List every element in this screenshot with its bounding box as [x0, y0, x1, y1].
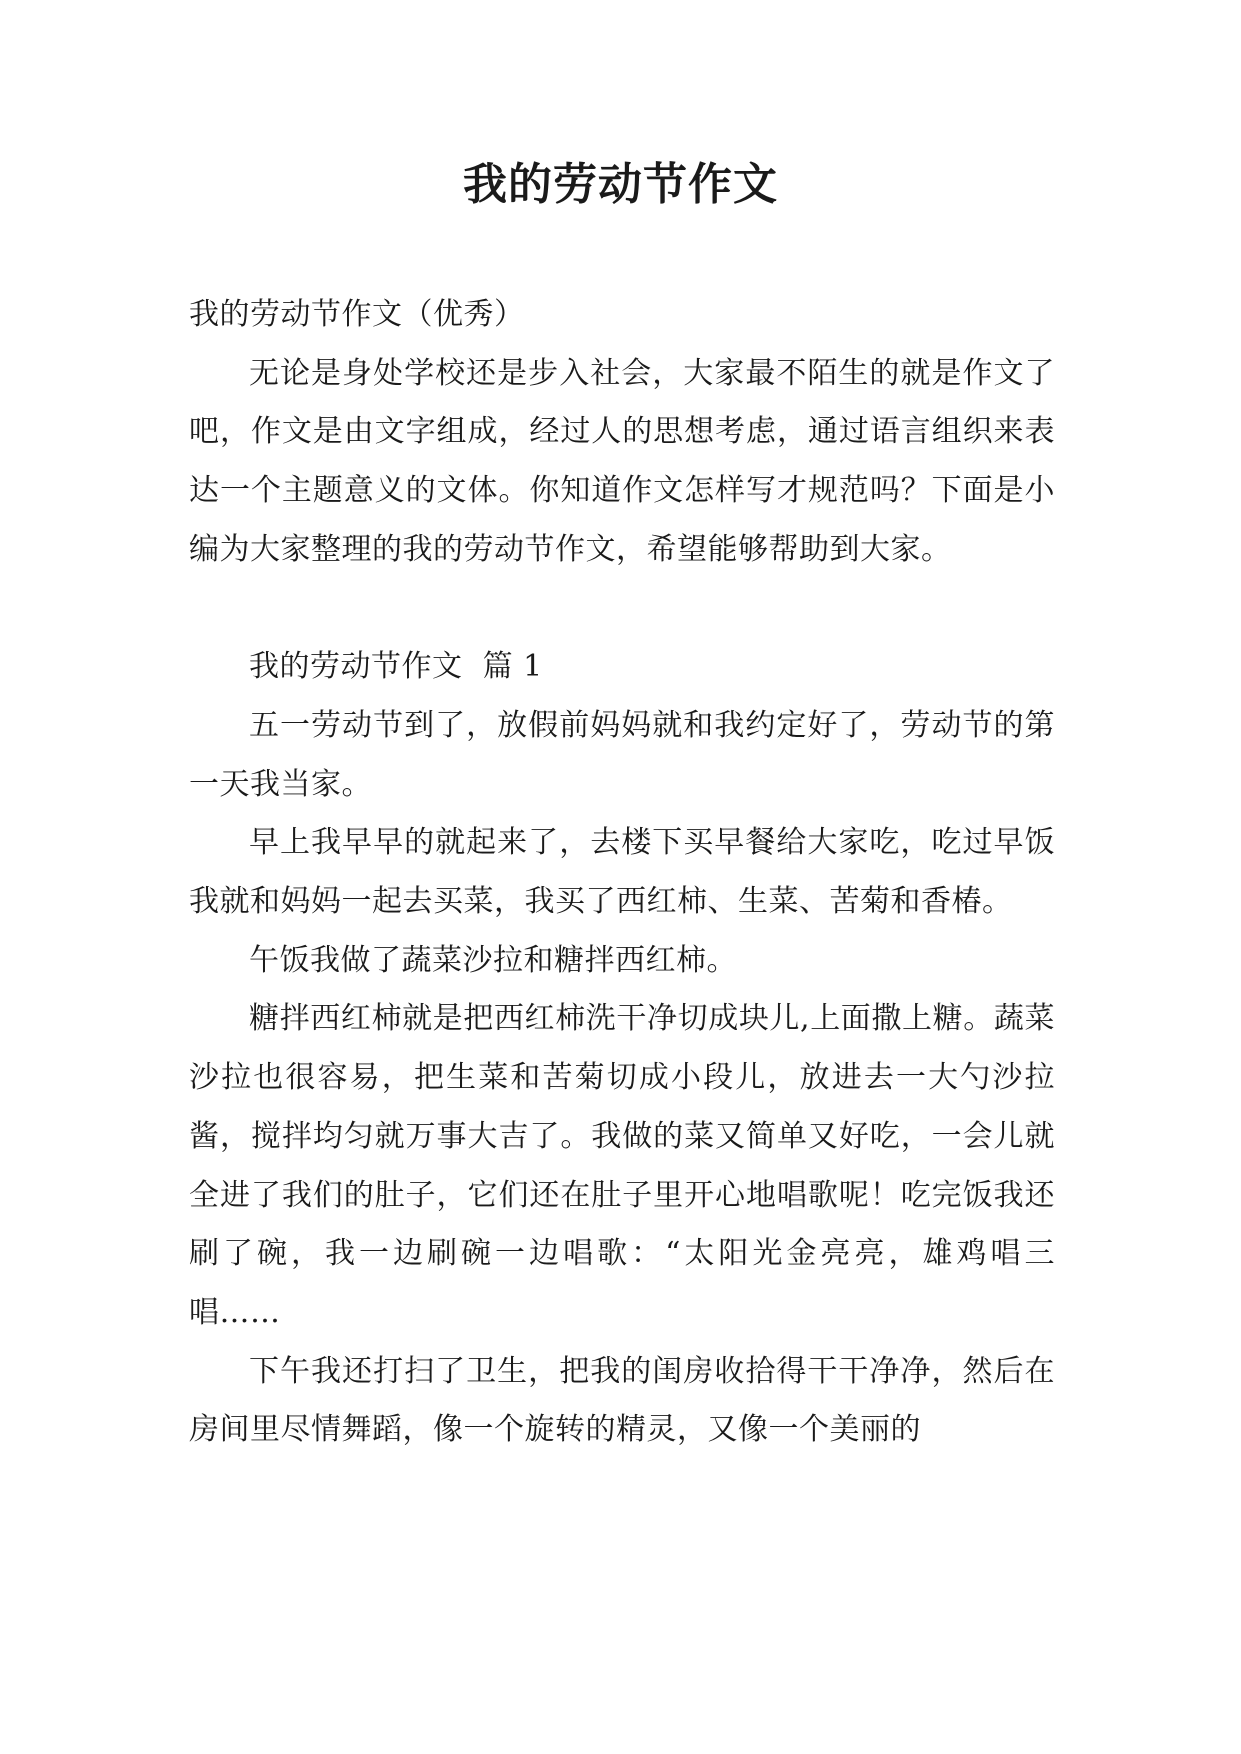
- body-paragraph-1: 五一劳动节到了，放假前妈妈就和我约定好了，劳动节的第一天我当家。: [189, 707, 1055, 802]
- document-title: 我的劳动节作文: [463, 159, 778, 210]
- intro-paragraph: 无论是身处学校还是步入社会，大家最不陌生的就是作文了吧，作文是由文字组成，经过人的思想考虑，通过语言组织来表达一个主题意义的文体。你知道作文怎样写才规范吗？下面是小编为大家整理的我的劳动节作文，希望能够帮助到大家。: [189, 355, 1055, 567]
- body-paragraph-5: 下午我还打扫了卫生，把我的闺房收拾得干干净净，然后在房间里尽情舞蹈，像一个旋转的精灵，又像一个美丽的: [189, 1353, 1055, 1448]
- body-paragraph-3: 午饭我做了蔬菜沙拉和糖拌西红柿。: [249, 942, 737, 978]
- body-paragraph-4: 糖拌西红柿就是把西红柿洗干净切成块儿,上面撒上糖。蔬菜沙拉也很容易，把生菜和苦菊切成小段儿，放进去一大勺沙拉酱，搅拌均匀就万事大吉了。我做的菜又简单又好吃，一会儿就全进了我们的肚子，它们还在肚子里开心地唱歌呢！吃完饭我还刷了碗，我一边刷碗一边唱歌：“太阳光金亮亮，雄鸡唱三唱……: [189, 1001, 1055, 1330]
- document-subtitle: 我的劳动节作文（优秀）: [189, 297, 525, 332]
- document-body: [189, 286, 1055, 1460]
- section-heading: 我的劳动节作文 篇 1: [249, 649, 543, 685]
- body-paragraph-2: 早上我早早的就起来了，去楼下买早餐给大家吃，吃过早饭我就和妈妈一起去买菜，我买了西红柿、生菜、苦菊和香椿。: [189, 825, 1055, 920]
- paragraph-gap: [189, 580, 1055, 639]
